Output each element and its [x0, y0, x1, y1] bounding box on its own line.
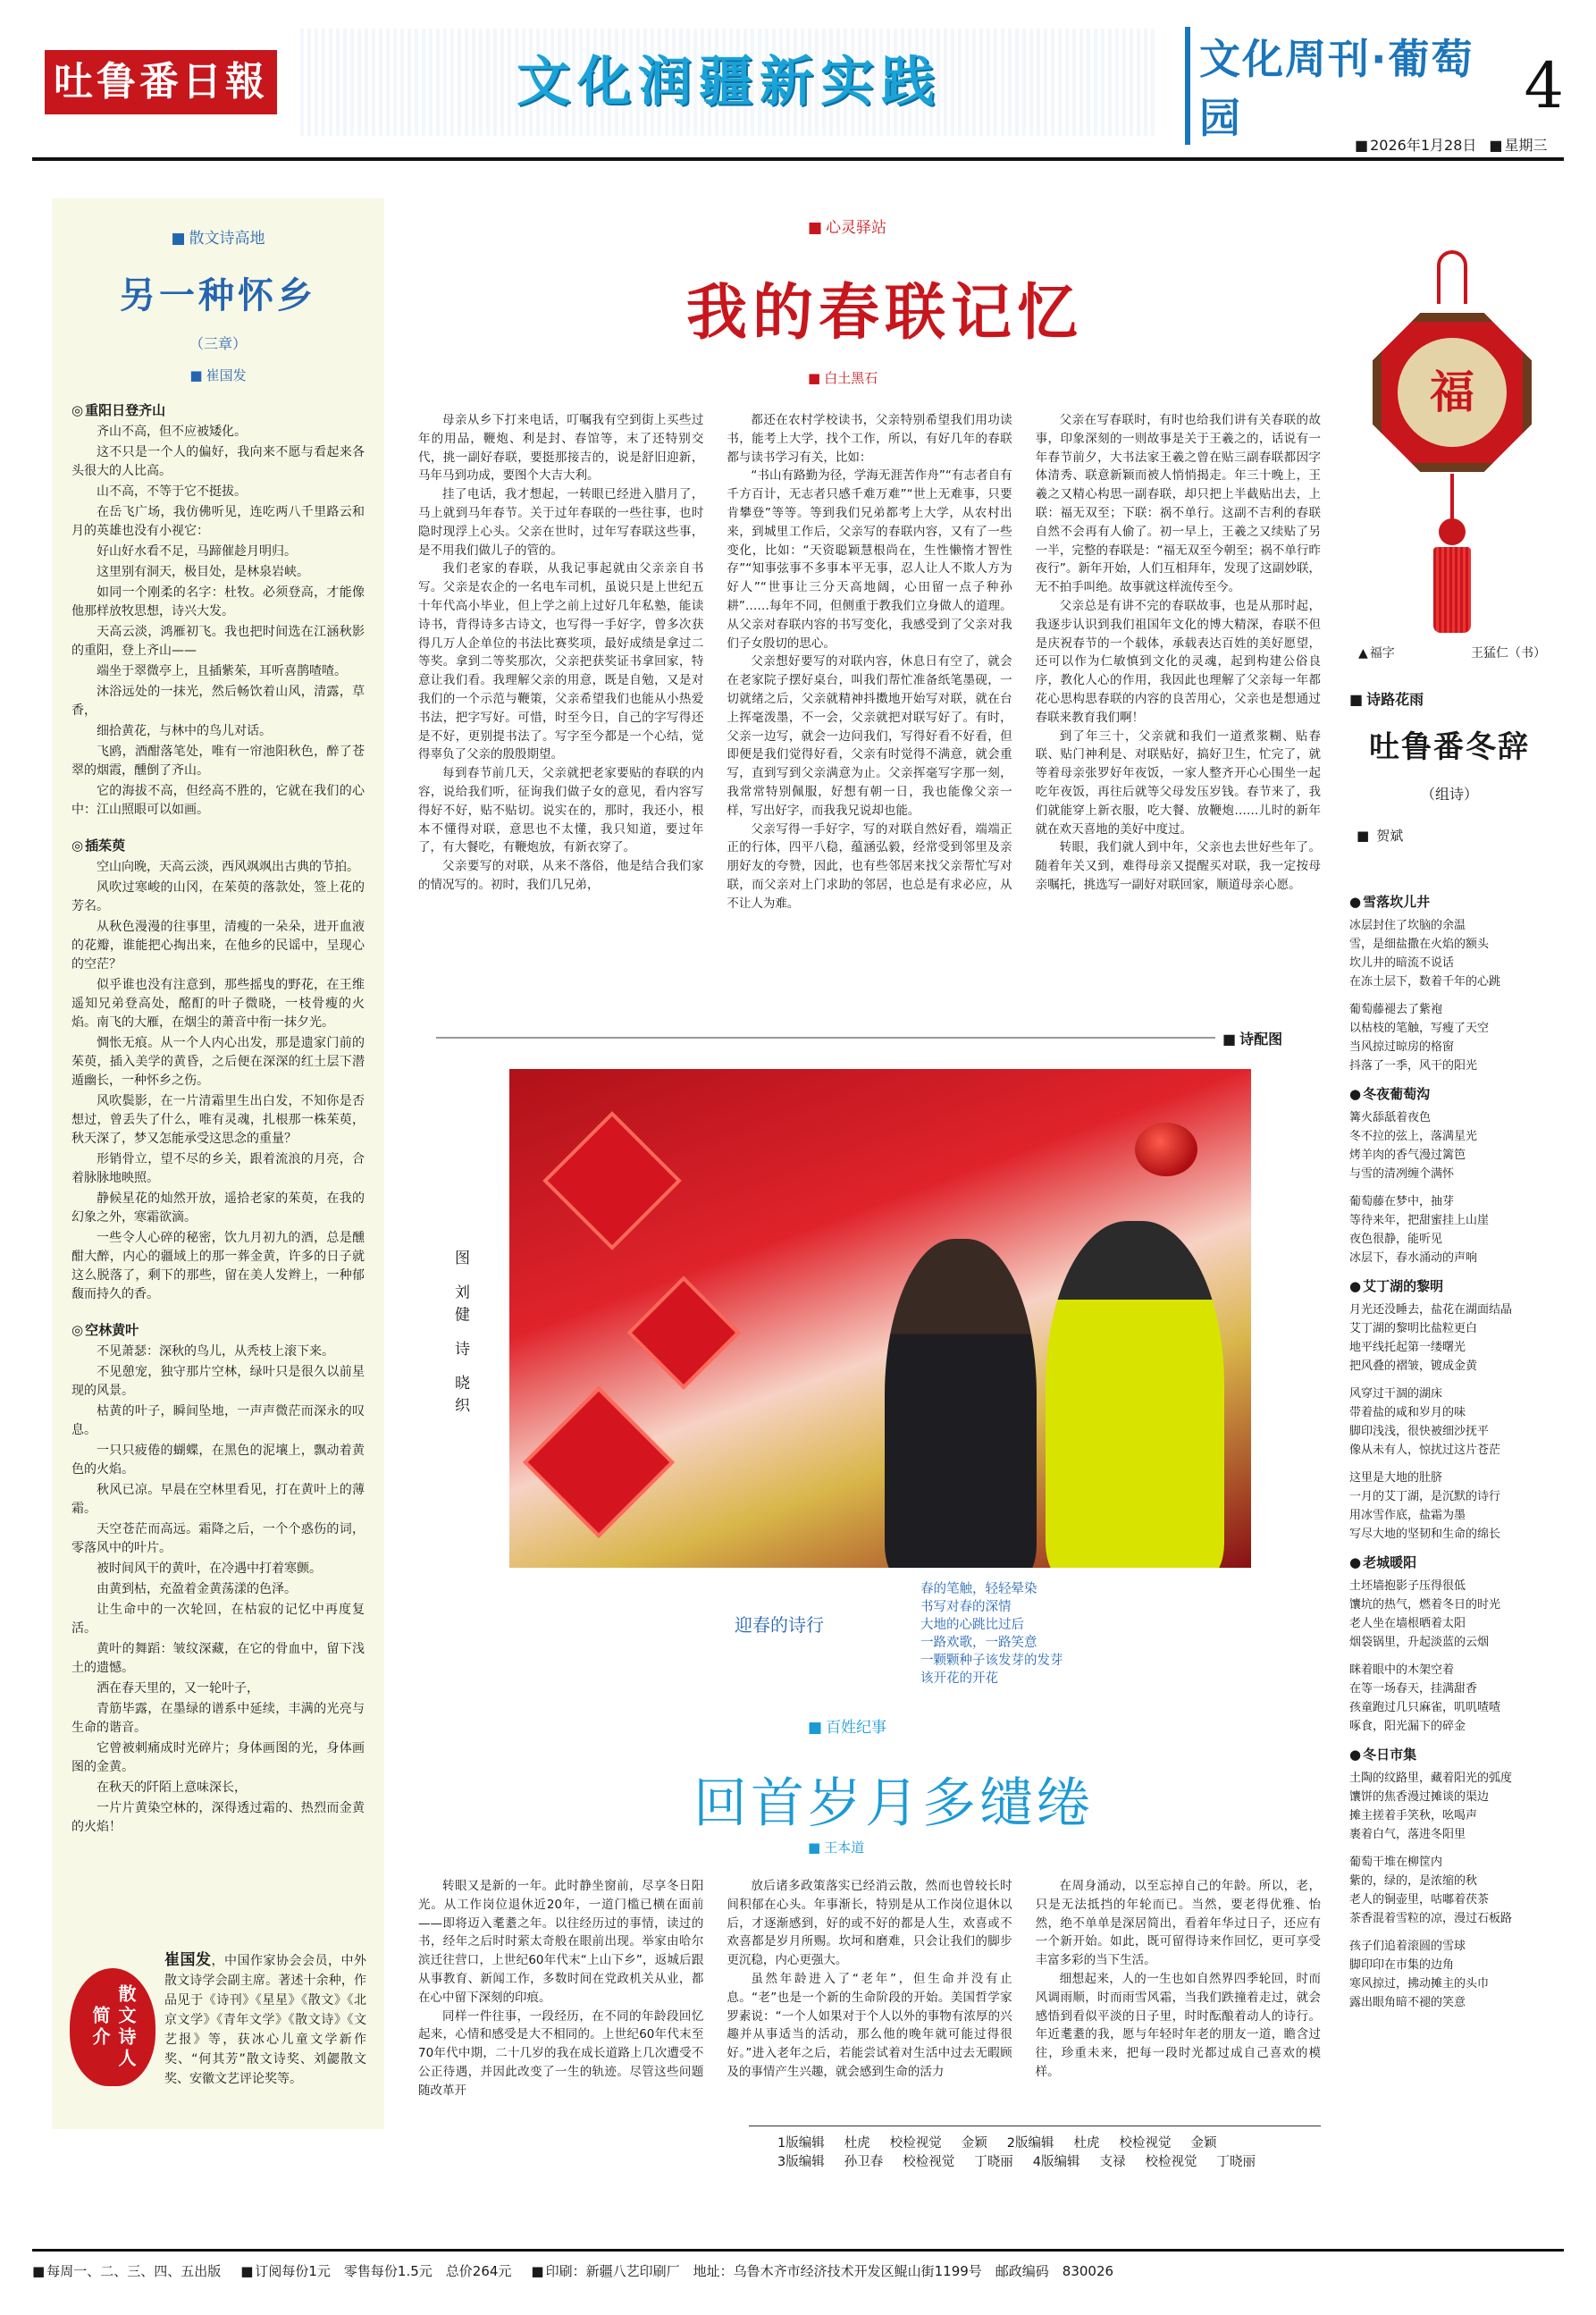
paragraph: 同样一件往事，一段经历，在不同的年龄段回忆起来，心情和感受是大不相同的。上世纪60年代末至70年代中期，二十几岁的我在成长道路上几次遭受不公正待遇，并因此改变了一生的轨迹。尽管这些问题随改革开 [418, 2008, 704, 2098]
paragraph: 我们老家的春联，从我记事起就由父亲亲自书写。父亲是农企的一名电车司机，虽说只是上世纪五十年代高小毕业，但上学之前上过好几年私塾，能读诗书，背得诗多古诗文，也写得一手好字，曾多次获得几万人企单位的书法比赛奖项，最好成绩是拿过二等奖。拿到二等奖那次，父亲把获奖证书拿回家，特意让我们看。我理解父亲的用意，既是自勉，又是对我们的一个示范与鞭策，父亲希望我们也能从小热爱书法，把字写好。可惜，时至今日，自己的字写得还是不好，更别提书法了。写字至今都是一个心结，觉得辜负了父亲的殷殷期望。 [418, 561, 704, 762]
newspaper-logo: 吐鲁番日報 [45, 50, 277, 114]
bottom-article-body [418, 1877, 1321, 2109]
poem-stanza [1349, 1853, 1555, 1928]
poem-line: 脚印印在市集的边角 [1349, 1958, 1455, 1972]
poem-line: 寒风掠过，拂动摊主的头巾 [1349, 1977, 1490, 1991]
paragraph: 转眼又是新的一年。此时静坐窗前，尽享冬日阳光。从工作岗位退休近20年，一道门槛已横在面前——即将迈入耄耋之年。以往经历过的事情，读过的书，经年之后时时萦太奇般在眼前出现。举家由哈尔滨迁往营口，上世纪60年代末“上山下乡”，返城后跟从事教育、新闻工作，多数时间在党政机关从业，都在心中留下深刻的印痕。 [418, 1879, 704, 2005]
left-subtitle: （三章） [189, 335, 247, 352]
paragraph: 形销骨立，望不尽的乡关，跟着流浪的月亮，合着脉脉地映照。 [71, 1152, 365, 1185]
paragraph: 挂了电话，我才想起，一转眼已经进入腊月了，马上就到马年春节。关于过年春联的一些往事，也时隐时现浮上心头。父亲在世时，过年写春联这些事，是不用我们做儿子的管的。 [418, 487, 704, 558]
poem-line: 把风叠的褶皱，镀成金黄 [1349, 1360, 1478, 1373]
poem-line: 土坯墙抱影子压得很低 [1349, 1579, 1466, 1593]
poem-line: 地平线托起第一缕曙光 [1349, 1341, 1466, 1354]
text-column [418, 411, 703, 983]
editor-cell: 支禄 [1099, 2155, 1126, 2169]
paragraph: 父亲在写春联时，有时也给我们讲有关春联的故事，印象深刻的一则故事是关于王羲之的，话说有一年春节前夕，大书法家王羲之曾在贴三副春联都因字体清秀、联意新颖而被人悄悄揭走。年三十晚上，王羲之又精心构思一副春联，却只把上半截贴出去，上联：福无双至；下联：祸不单行。这副不吉利的春联自然不会再有人偷了。初一早上，王羲之又续贴了另一半，完整的春联是：“福无双至今朝至；祸不单行昨夜行”。新年开始，人们互相拜年，发现了这副妙联，无不拍手叫绝。故事就这样流传至今。 [1035, 413, 1321, 595]
footer-item: ■ 订阅每份1元 零售每份1.5元 总价264元 [240, 2261, 511, 2280]
weekday-text: ■ 星期三 [1489, 134, 1547, 155]
text-column [727, 1877, 1012, 2109]
paragraph: 父亲写得一手好字，写的对联自然好看，端端正正的行体，四平八稳，蕴涵弘毅，经常受到邻里及亲朋好友的夸赞，因此，也有些邻居来找父亲帮忙写对联，而父亲对上门求助的邻居，也总是有求必应，从不让人为难。 [727, 821, 1012, 911]
photo-credit: 图 刘健 诗 晓织 [451, 1250, 469, 1420]
poem-line: 用冰雪作底，盐霜为墨 [1349, 1509, 1466, 1522]
paragraph: 这不只是一个人的偏好，我向来不愿与看起来各头很大的人比高。 [71, 445, 365, 478]
left-author: ■ 崔国发 [71, 366, 365, 384]
poem-line: 烟袋锅里，升起淡蓝的云烟 [1349, 1636, 1490, 1649]
poem-heading: ● 雪落坎儿井 [1349, 892, 1555, 911]
bio-seal: 散文诗人简介 [70, 1968, 155, 2086]
poem-line: 春的笔触，轻轻晕染 [920, 1582, 1037, 1596]
poem-line: 馕坑的热气，燃着冬日的时光 [1349, 1598, 1501, 1612]
poem-line: 与雪的清冽缠个满怀 [1349, 1167, 1455, 1181]
author-bio [70, 1950, 366, 2102]
poem-line: 当风掠过晾房的格窗 [1349, 1040, 1455, 1054]
text-column [1036, 411, 1321, 983]
paragraph: 飞鸥，酒酣落笔处，唯有一帘池阳秋色，醉了苍翠的烟霞，醺倒了齐山。 [71, 745, 365, 778]
left-column-prose-poem [52, 198, 384, 2129]
paragraph: 枯黄的叶子，瞬间坠地，一声声微茫而深永的叹息。 [71, 1404, 365, 1437]
footer-divider [32, 2249, 1564, 2252]
poem-line: 一颗颗种子该发芽的发芽 [920, 1654, 1063, 1668]
poem-line: 带着盐的咸和岁月的味 [1349, 1406, 1466, 1419]
editor-cell: 丁晓丽 [1216, 2155, 1256, 2169]
bottom-author: ■ 王本道 [808, 1838, 864, 1856]
chinese-knot-decoration [626, 1275, 740, 1389]
spring-festival-photo [509, 1069, 1251, 1568]
section-heading: ◎ 空林黄叶 [71, 1320, 365, 1339]
poem-line: 茶香混着雪粒的凉，漫过石板路 [1349, 1912, 1513, 1925]
paragraph: 沐浴远处的一抹光，然后畅饮着山风，清露，草香， [71, 685, 365, 718]
paragraph: 空山向晚，天高云淡，西风飒飒出古典的节拍。 [97, 860, 359, 874]
poem-line: 这里是大地的肚脐 [1349, 1471, 1443, 1485]
poem-line: 雪，是细盐撒在火焰的额头 [1349, 938, 1490, 951]
poem-stanza [1349, 1469, 1555, 1544]
poem-line: 一路欢歌，一路笑意 [920, 1636, 1037, 1650]
poem-line: 一月的艾丁湖，是沉默的诗行 [1349, 1490, 1501, 1503]
editor-cell: 1版编辑 [777, 2136, 825, 2151]
bottom-title: 回首岁月多缱绻 [693, 1772, 1094, 1835]
pendant-loop [1437, 250, 1467, 304]
editor-cell: 校检视觉 [889, 2136, 942, 2151]
editor-cell: 校检视觉 [903, 2155, 955, 2169]
poem-line: 以枯枝的笔触，写瘦了天空 [1349, 1022, 1490, 1035]
paragraph: 天空苍茫而高远。霜降之后，一个个惑伤的词，零落风中的叶片。 [71, 1522, 365, 1555]
footer-item: ■ 印刷：新疆八艺印刷厂 地址：乌鲁木齐市经济技术开发区鲲山街1199号 邮政编码 830026 [531, 2261, 1113, 2280]
paragraph: 似乎谁也没有注意到，那些摇曳的野花，在王维遥知兄弟登高处，酩酊的叶子微晓，一枝骨瘦的火焰。南飞的大雁，在烟尘的萧音中衔一抹夕光。 [71, 978, 365, 1030]
left-kicker: ■ 散文诗高地 [71, 225, 365, 248]
paragraph: 父亲想好要写的对联内容，休息日有空了，就会在老家院子摆好桌台，叫我们帮忙准备纸笔墨砚，一切就绪之后，父亲就精神抖擞地开始写对联，就在台上挥毫泼墨，不一会，父亲就把对联写好了。有时，父亲一边写，就会一边问我们，写得好看不好看，但即便是我们觉得好看，父亲有时觉得不满意，就会重写，直到写到父亲满意为止。父亲挥毫写字那一刻，我常常特别佩服，好想有朝一日，我也能像父亲一样，写出好字，而我我兄说却也能。 [727, 654, 1012, 818]
poem-line: 葡萄藤在梦中，抽芽 [1349, 1195, 1455, 1208]
pendant-caption-title: ▲ 福字 [1358, 644, 1395, 661]
editor-cell: 2版编辑 [1006, 2136, 1054, 2151]
paragraph: 放后诸多政策落实已经消云散，然而也曾较长时间积郁在心头。年事渐长，特别是从工作岗位退休以后，才逐渐感到，好的或不好的都是人生，欢喜或不欢喜都是岁月所赐。坎坷和磨难，只会让我们的脚步更沉稳，内心更强大。 [727, 1879, 1012, 1968]
top-divider [32, 157, 1564, 161]
pendant-tassel [1433, 547, 1471, 633]
paragraph: 好山好水看不足，马蹄催趁月明归。 [97, 544, 297, 559]
pendant-caption-artist: 王猛仁（书） [1471, 646, 1546, 661]
editor-cell: 丁晓丽 [974, 2155, 1013, 2169]
paragraph: 在周身涌动，以至忘掉自己的年龄。所以，老，只是无法抵挡的年轮而已。当然，要老得优雅、怡然，绝不单单是深居简出，看着年华过日子，还应有一个新开始。如此，既可留得诗来作回忆，更可享受丰富多彩的当下生活。 [1035, 1879, 1321, 1968]
paragraph: 不见萧瑟：深秋的鸟儿，从秃枝上滚下来。 [97, 1344, 334, 1359]
poem-line: 抖落了一季，风干的阳光 [1349, 1059, 1478, 1073]
editor-cell: 孙卫春 [844, 2155, 884, 2169]
poem-line: 在冻土层下，数着千年的心跳 [1349, 975, 1501, 989]
paragraph: 转眼，我们就人到中年，父亲也去世好些年了。随着年关又到，难得母亲又提醒买对联，我一定按母亲嘱托，挑选写一副好对联回家，顺道母亲心愿。 [1035, 840, 1321, 892]
poem-line: 老人的铜壶里，咕嘟着茯茶 [1349, 1893, 1490, 1907]
poem-line: 风穿过干涸的湖床 [1349, 1387, 1443, 1401]
person-shopper [885, 1239, 1037, 1568]
paragraph: 让生命中的一次轮回，在枯寂的记忆中再度复活。 [71, 1603, 365, 1636]
paragraph: 母亲从乡下打来电话，叮嘱我有空到街上买些过年的用品，鞭炮、利是封、春馆等，末了还特别交代，挑一副好春联，要挺那接吉的，说是舒旧迎新，马年马到功成，要图个大吉大利。 [418, 413, 704, 484]
paragraph: 在岳飞广场，我仿佛听见，连吃两八千里路云和月的英雄也没有小视它： [71, 505, 365, 538]
poem-line: 紫的，绿的，是浓缩的秋 [1349, 1874, 1478, 1888]
masthead [32, 29, 1564, 142]
poem-stanza [1349, 1769, 1555, 1844]
page-slogan: 文化润疆新实践 [300, 29, 1158, 136]
paragraph: 每到春节前几天，父亲就把老家要贴的春联的内容，说给我们听，征询我们做子女的意见，看内容写得好不好，贴不贴切。说实在的，那时，我还小，根本不懂得对联，意思也不太懂，我只知道，要过年了，有大餐吃，有鞭炮放，有新衣穿了。 [418, 766, 704, 855]
paragraph: 如同一个刚柔的名字：杜牧。必须登高，才能像他那样放牧思想，诗兴大发。 [71, 585, 365, 619]
pendant-bead [1439, 518, 1466, 545]
poem-heading: ● 艾丁湖的黎明 [1349, 1276, 1555, 1295]
chinese-knot-decoration [523, 1386, 675, 1538]
paragraph: 父亲要写的对联，从来不落俗，他是结合我们家的情况写的。初时，我们几兄弟， [418, 859, 704, 892]
poem-line: 像从未有人，惊扰过这片苍茫 [1349, 1444, 1501, 1457]
poem-heading: ● 冬夜葡萄沟 [1349, 1084, 1555, 1103]
poem-line: 该开花的开花 [920, 1671, 998, 1686]
fu-character: 福 [1398, 338, 1507, 447]
left-title: 另一种怀乡 [120, 274, 316, 316]
section-heading: ◎ 插茱萸 [71, 836, 365, 854]
editors-credits [777, 2134, 1314, 2172]
bio-name: 崔国发 [164, 1951, 212, 1969]
main-kicker: ■ 心灵驿站 [808, 215, 886, 237]
poem-line: 书写对春的深情 [920, 1600, 1012, 1614]
paragraph: 端坐于翠微亭上，且插紫茱，耳听喜鹊喳喳。 [97, 664, 347, 678]
poem-line: 眯着眼中的木架空着 [1349, 1663, 1455, 1677]
pendant-caption [1358, 644, 1546, 661]
paragraph: 细拾黄花，与林中的鸟儿对话。 [97, 724, 272, 738]
paragraph: 一些令人心碎的秘密，饮九月初九的酒，总是醺酣大醉，内心的疆域上的那一葬金黄，许多的日子就这么脱落了，剩下的那些，留在美人发辫上，一种郁馥而持久的香。 [71, 1231, 365, 1301]
poem-line: 啄食，阳光漏下的碎金 [1349, 1720, 1466, 1733]
editor-cell: 杜虎 [844, 2136, 870, 2151]
right-author: ■ 贺斌 [1357, 826, 1403, 845]
paragraph: 惆怅无痕。从一个人内心出发，那是遗家门前的茱萸，插入美学的黄昏，之后便在深深的红土层下潜遁幽长，一种怀乡之伤。 [71, 1036, 365, 1088]
right-subtitle: （组诗） [1420, 786, 1478, 803]
poem-stanza [1349, 916, 1555, 991]
poem-heading: ● 冬日市集 [1349, 1745, 1555, 1764]
paragraph: 风吹鬓影，在一片清霜里生出白发，不知你是否想过，曾丢失了什么，唯有灵魂，扎根那一株茱萸，秋天深了，梦又怎能承受这思念的重量？ [71, 1094, 365, 1146]
poem-line: 冰层封住了坎脑的余温 [1349, 919, 1466, 932]
poem-heading: ● 老城暖阳 [1349, 1553, 1555, 1571]
main-title: 我的春联记忆 [685, 277, 1083, 349]
fu-character-pendant [1373, 250, 1532, 635]
paragraph: 由黄到枯，充盈着金黄荡漾的色泽。 [97, 1582, 297, 1596]
poem-stanza [1349, 1661, 1555, 1736]
paragraph: 天高云淡，鸿雁初飞。我也把时间选在江涵秋影的重阳，登上齐山—— [71, 625, 365, 658]
poem-line: 葡萄干堆在柳筐内 [1349, 1856, 1443, 1869]
poem-line: 坎儿井的暗流不说话 [1349, 956, 1455, 970]
editor-cell: 3版编辑 [777, 2155, 825, 2169]
main-article-body [418, 411, 1321, 983]
text-column [1036, 1877, 1321, 2109]
right-kicker: ■ 诗路花雨 [1349, 688, 1424, 709]
bio-description: ，中国作家协会会员，中外散文诗学会副主席。著述十余种，作品见于《诗刊》《星星》《散文》《北京文学》《青年文学》《散文诗》《文艺报》等，获冰心儿童文学新作奖、“何其芳”散文诗奖、刘勰散文奖、安徽文艺评论奖等。 [164, 1954, 366, 2086]
poem-stanza [1349, 1937, 1555, 2012]
poem-stanza [1349, 1108, 1555, 1183]
paragraph: 都还在农村学校读书，父亲特别希望我们用功读书，能考上大学，找个工作，所以，有好几年的春联都与读书学习有关，比如： [727, 413, 1012, 465]
paragraph: 到了年三十，父亲就和我们一道煮浆糊、贴春联、贴门神利是、对联贴好，搞好卫生，忙完了，就等着母亲张罗好年夜饭，一家人整齐开心心围坐一起吃年夜饭，再往后就等父母发压岁钱。春节来了，我们就能穿上新衣服，吃大餐、放鞭炮……儿时的新年就在欢天喜地的美好中度过。 [1035, 728, 1321, 837]
bottom-kicker: ■ 百姓纪事 [808, 1714, 886, 1737]
poem-line: 夜色很静，能听见 [1349, 1233, 1443, 1246]
editor-cell: 校检视觉 [1145, 2155, 1197, 2169]
paragraph: 被时间风干的黄叶，在冷遇中打着寒颤。 [97, 1562, 322, 1576]
paragraph: 静候星花的灿然开放，遥拾老家的茱萸，在我的幻象之外，寒霜欲滴。 [71, 1191, 365, 1225]
poem-line: 冰层下，春水涌动的声响 [1349, 1251, 1478, 1265]
poem-line: 冬不拉的弦上，落满星光 [1349, 1130, 1478, 1143]
section-header [1185, 35, 1564, 142]
photo-divider [436, 1037, 1215, 1039]
editor-cell: 金颖 [961, 2136, 987, 2151]
paragraph: 秋风已凉。早晨在空林里看见，打在黄叶上的薄霜。 [71, 1483, 365, 1516]
poem-stanza [1349, 1000, 1555, 1075]
poem-stanza [1349, 1301, 1555, 1376]
poem-line: 孩童跑过几只麻雀，叽叽喳喳 [1349, 1701, 1501, 1714]
paragraph: 它的海拔不高，但经高不胜的，它就在我们的心中：江山照眼可以如画。 [71, 784, 365, 817]
right-title: 吐鲁番冬辞 [1369, 729, 1530, 765]
poem-line: 摊主搓着手笑秋，吆喝声 [1349, 1809, 1478, 1823]
poem-line: 篝火舔舐着夜色 [1349, 1111, 1432, 1124]
poem-line: 艾丁湖的黎明比盐粒更白 [1349, 1322, 1478, 1335]
poem-line: 烤羊肉的香气漫过篱笆 [1349, 1149, 1466, 1162]
editor-cell: 4版编辑 [1032, 2155, 1080, 2169]
left-body [71, 400, 365, 1837]
paragraph: 这里别有洞天，极目处，是林泉岩峡。 [97, 565, 309, 579]
poem-line: 在等一场春天，挂满甜香 [1349, 1682, 1478, 1696]
poem-stanza [1349, 1192, 1555, 1267]
paragraph: 洒在春天里的，又一轮叶子， [97, 1681, 259, 1696]
paragraph: 青筋毕露，在墨绿的谱系中延续，丰满的光亮与生命的谐音。 [71, 1702, 365, 1735]
poem-line: 露出眼角暗不褪的笑意 [1349, 1996, 1466, 2009]
poem-line: 馕饼的焦香漫过摊谈的渠边 [1349, 1790, 1490, 1804]
paragraph: 它曾被刺痛成时光碎片；身体画图的光，身体画图的金黄。 [71, 1741, 365, 1774]
section-heading: ◎ 重阳日登齐山 [71, 400, 365, 419]
poem-line: 土陶的纹路里，藏着阳光的弧度 [1349, 1772, 1513, 1785]
poem-stanza [1349, 1577, 1555, 1652]
text-column [418, 1877, 703, 2109]
paragraph: 细想起来，人的一生也如自然界四季轮回，时而风调雨顺，时而雨雪风霜，当我们跌撞着走过，就会感悟到看似平淡的日子里，时时酝酿着动人的诗行。年近耄耋的我，愿与年轻时年老的朋友一道，瞻含过往，珍重未来，把每一段时光都过成自己喜欢的模样。 [1035, 1971, 1321, 2079]
paragraph: 一只只疲倦的蝴蝶，在黑色的泥壤上，飘动着黄色的火焰。 [71, 1444, 365, 1477]
paragraph: 父亲总是有讲不完的春联故事，也是从那时起，我逐步认识到我们祖国年文化的博大精深，春联不但是庆祝春节的一个载体，承载表达百姓的美好愿望，还可以作为仁敏慎到文化的灵魂，起到构建公俗良序，教化人心的作用，我因此也理解了父亲每一年都花心思构思春联的内容的良苦用心，父亲也是想通过春联来教育我们啊！ [1035, 598, 1321, 725]
text-column [727, 411, 1012, 983]
poem-line: 等待来年，把甜蜜挂上山崖 [1349, 1214, 1490, 1227]
photo-section-label: ■ 诗配图 [1222, 1028, 1282, 1048]
paragraph: 风吹过寒峻的山冈，在茱萸的落款处，签上花的芳名。 [71, 880, 365, 913]
person-shopper-yellow-jacket [1046, 1221, 1224, 1568]
paragraph: 山不高，不等于它不挺拔。 [97, 484, 247, 499]
editor-cell: 杜虎 [1073, 2136, 1100, 2151]
paragraph: 一片片黄染空林的，深得透过霜的、热烈而金黄的火焰！ [71, 1801, 365, 1834]
poem-line: 大地的心跳比过后 [920, 1618, 1024, 1632]
poem-line: 裹着白气，落进冬阳里 [1349, 1828, 1466, 1841]
editors-row [777, 2153, 1314, 2172]
right-poem-group [1349, 883, 1555, 2152]
bio-text [164, 1950, 366, 2089]
editor-cell: 校检视觉 [1119, 2136, 1172, 2151]
paragraph: “书山有路勤为径，学海无涯苦作舟”“有志者自有千方百计，无志者只感千难万难”“世上无难事，只要肯攀登”等等。等到我们兄弟都考上大学，从农村出来，到城里工作后，父亲写的春联内容，又有了一些变化，比如：“天资聪颖慧根尚在，生性懒惰才智性存”“知事弦事不多事本平无事，忍人让人不欺人方为好人”“世事让三分天高地阔，心田留一点子种孙耕”……每年不同，但侧重于教我们立身做人的道理。从父亲对春联内容的书写变化，我感受到了父亲对我们子女殷切的思心。 [727, 468, 1012, 651]
paragraph: 黄叶的舞蹈：皱纹深藏，在它的骨血中，留下浅土的遗憾。 [71, 1642, 365, 1675]
paragraph: 从秋色漫漫的往事里，清瘦的一朵朵，进开血液的花瓣，谁能把心掏出来，在他乡的民谣中，呈现心的空茫？ [71, 920, 365, 972]
paragraph: 虽然年龄进入了“老年”，但生命并没有止息。“老”也是一个新的生命阶段的开始。美国哲学家罗素说：“一个人如果对于个人以外的事物有浓厚的兴趣并从事适当的活动，那么他的晚年就可能过得很好。”进入老年之后，若能尝试着对生活中过去无暇顾及的事情产生兴趣，就会感到生命的活力 [727, 1971, 1012, 2079]
poem-line: 葡萄藤褪去了紫袍 [1349, 1003, 1443, 1016]
paragraph: 齐山不高，但不应被矮化。 [97, 425, 247, 439]
paragraph: 在秋天的阡陌上意味深长， [97, 1780, 247, 1795]
poem-line: 脚印浅浅，很快被细沙抚平 [1349, 1425, 1490, 1438]
poem-stanza [1349, 1385, 1555, 1460]
page-number: 4 [1524, 49, 1564, 122]
date-text: ■ 2026年1月28日 [1355, 134, 1476, 155]
paragraph: 不见憩宠，独守那片空林，绿叶只是很久以前星现的风景。 [71, 1365, 365, 1398]
section-title: 文化周刊·葡萄园 [1185, 27, 1497, 145]
footer-item: ■ 每周一、二、三、四、五出版 [32, 2261, 221, 2280]
chinese-knot-decoration [542, 1111, 682, 1250]
footer [32, 2261, 1564, 2280]
poem-line: 孩子们追着滚圆的雪球 [1349, 1940, 1466, 1953]
poem-lines [920, 1580, 1063, 1688]
poem-line: 老人坐在墙根晒着太阳 [1349, 1617, 1466, 1630]
editors-row [777, 2134, 1314, 2153]
poem-line: 写尽大地的坚韧和生命的绵长 [1349, 1528, 1501, 1541]
poem-line: 月光还没睡去，盐花在湖面结晶 [1349, 1303, 1513, 1317]
main-author: ■ 白土黑石 [808, 368, 878, 387]
editor-cell: 金颖 [1190, 2136, 1217, 2151]
red-lantern [1135, 1123, 1197, 1176]
issue-date [1355, 134, 1548, 155]
poem-title: 迎春的诗行 [735, 1614, 824, 1636]
